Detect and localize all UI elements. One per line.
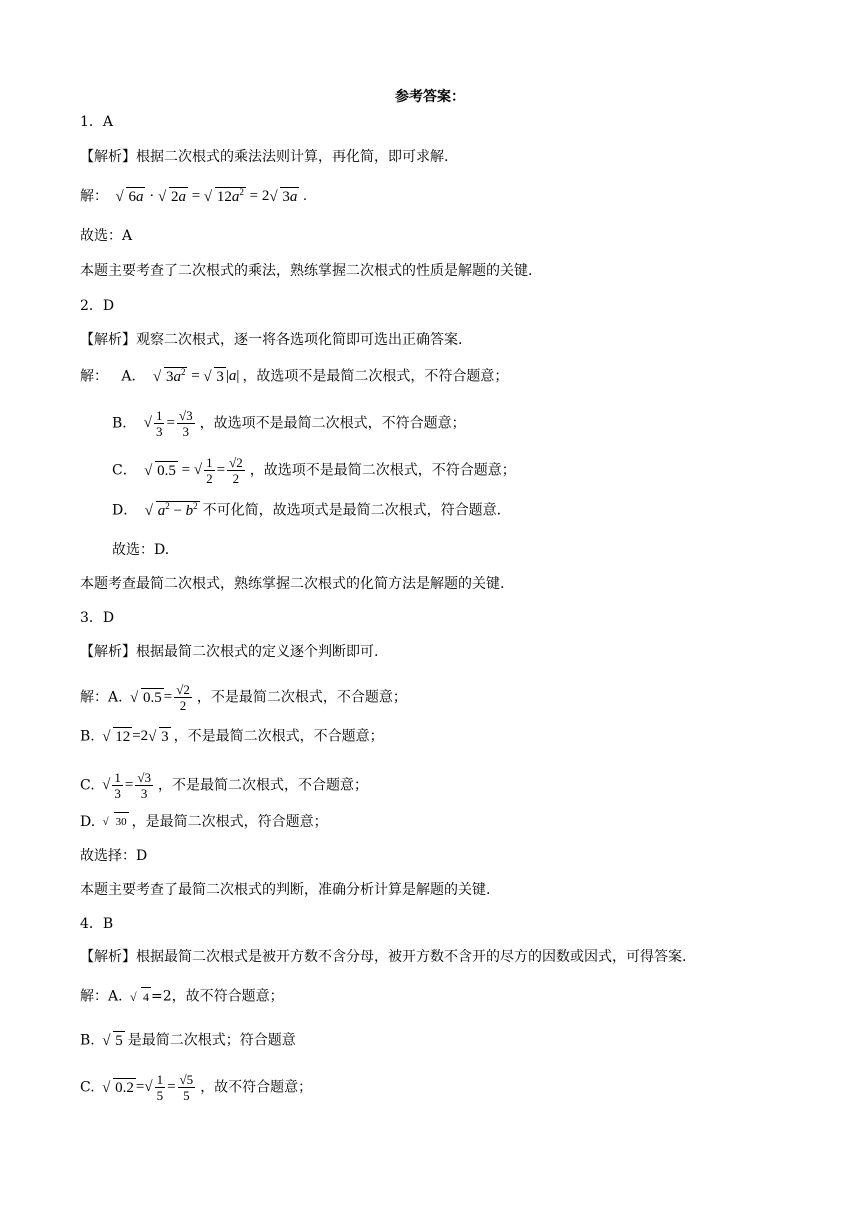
- formula-sqrt-30: √ 30: [103, 812, 129, 832]
- q1-solution: [80, 186, 310, 207]
- q4-option-b: [80, 1030, 296, 1051]
- q4-number: 4．B: [80, 916, 114, 932]
- option-label: 解：A.: [80, 988, 123, 1005]
- q2-number: 2．D: [80, 298, 115, 314]
- formula-sqrt-3a2: √ $3a^2$ = √ 3 |a|: [152, 366, 240, 385]
- q2-summary: 本题考查最简二次根式，熟练掌握二次根式的化简方法是解题的关键.: [80, 576, 505, 592]
- formula-sqrt-6a-times-sqrt-2a: √ 6a · √ 2a = √ $12a^2 = 2$ √ 3a .: [115, 186, 307, 205]
- solve-prefix: 解：: [80, 188, 108, 205]
- option-text: 不可化简，故选项式是最简二次根式，符合题意.: [202, 502, 502, 519]
- option-text: ，故选项不是最简二次根式，不符合题意；: [242, 368, 509, 385]
- option-text: ，是最简二次根式，符合题意；: [131, 814, 328, 831]
- formula-sqrt-one-third: √ $\frac{1}{3}$ = $\frac{√3}{3}$: [102, 770, 151, 801]
- option-label: C.: [80, 777, 95, 794]
- formula-sqrt-4: √ 4: [130, 986, 151, 1007]
- solve-prefix: 解：: [80, 368, 108, 385]
- q1-summary: 本题主要考查了二次根式的乘法，熟练掌握二次根式的性质是解题的关键.: [80, 263, 533, 279]
- option-label: B．: [112, 415, 137, 432]
- q2-choice: 故选：D.: [112, 542, 170, 558]
- q2-option-a: [80, 366, 508, 387]
- q3-summary: 本题主要考查了最简二次根式的判断，准确分析计算是解题的关键.: [80, 882, 491, 898]
- option-text: ，不是最简二次根式，不合题意；: [173, 728, 384, 745]
- formula-sqrt-one-third: √ $\frac{1}{3}$ = $\frac{√3}{3}$: [143, 408, 193, 439]
- option-label: D．: [112, 502, 138, 519]
- option-text: 是最简二次根式；符合题意: [127, 1032, 296, 1049]
- formula-sqrt-12: √ 12 =2 √ 3: [102, 728, 169, 745]
- option-label: B.: [80, 728, 95, 745]
- q4-analysis: 【解析】根据最简二次根式是被开方数不含分母，被开方数不含开的尽方的因数或因式，可得答案.: [80, 949, 687, 965]
- option-text: ，故不符合题意；: [200, 1079, 313, 1096]
- page-title: 参考答案：: [395, 89, 465, 105]
- option-label: C．: [112, 462, 137, 479]
- q3-option-d: [80, 812, 328, 832]
- q3-option-a: [80, 682, 407, 713]
- formula-sqrt-0-5: √ 0.5 = $\frac{√2}{2}$: [130, 682, 190, 713]
- option-text: ，故选项不是最简二次根式，不符合题意；: [249, 462, 516, 479]
- q2-option-d: [112, 500, 501, 521]
- q3-option-c: [80, 770, 368, 801]
- formula-sqrt-0-5: √ 0.5 = √ $\frac{1}{2}$ = $\frac{√2}{2}$: [144, 455, 243, 486]
- option-text: =2，故不符合题意；: [151, 988, 284, 1005]
- q1-number: 1．A: [80, 114, 114, 130]
- q3-number: 3．D: [80, 610, 115, 626]
- q2-option-b: [112, 408, 466, 439]
- formula-sqrt-a2-minus-b2: √ $a^2 - b^2$: [144, 500, 198, 519]
- q1-analysis: 【解析】根据二次根式的乘法法则计算，再化简，即可求解.: [80, 149, 449, 165]
- formula-sqrt-0-2: √ 0.2 =√ $\frac{1}{5}$ = $\frac{√5}{5}$: [102, 1072, 194, 1103]
- q4-option-c: [80, 1072, 312, 1103]
- q3-analysis: 【解析】根据最简二次根式的定义逐个判断即可.: [80, 644, 379, 660]
- option-label: D.: [80, 814, 96, 831]
- option-label: 解：A.: [80, 689, 123, 706]
- option-label: C.: [80, 1079, 95, 1096]
- option-text: ，故选项不是最简二次根式，不符合题意；: [199, 415, 466, 432]
- option-label: B.: [80, 1032, 95, 1049]
- q2-analysis: 【解析】观察二次根式，逐一将各选项化简即可选出正确答案.: [80, 332, 463, 348]
- option-text: ，不是最简二次根式，不合题意；: [157, 777, 368, 794]
- formula-sqrt-5: √ 5: [102, 1032, 123, 1049]
- q3-option-b: [80, 726, 384, 747]
- option-label: A．: [121, 368, 146, 385]
- option-text: ，不是最简二次根式，不合题意；: [196, 689, 407, 706]
- q2-option-c: [112, 455, 516, 486]
- q4-option-a: [80, 986, 284, 1007]
- q3-choice: 故选择：D: [80, 848, 148, 864]
- q1-choice: 故选：A: [80, 228, 133, 244]
